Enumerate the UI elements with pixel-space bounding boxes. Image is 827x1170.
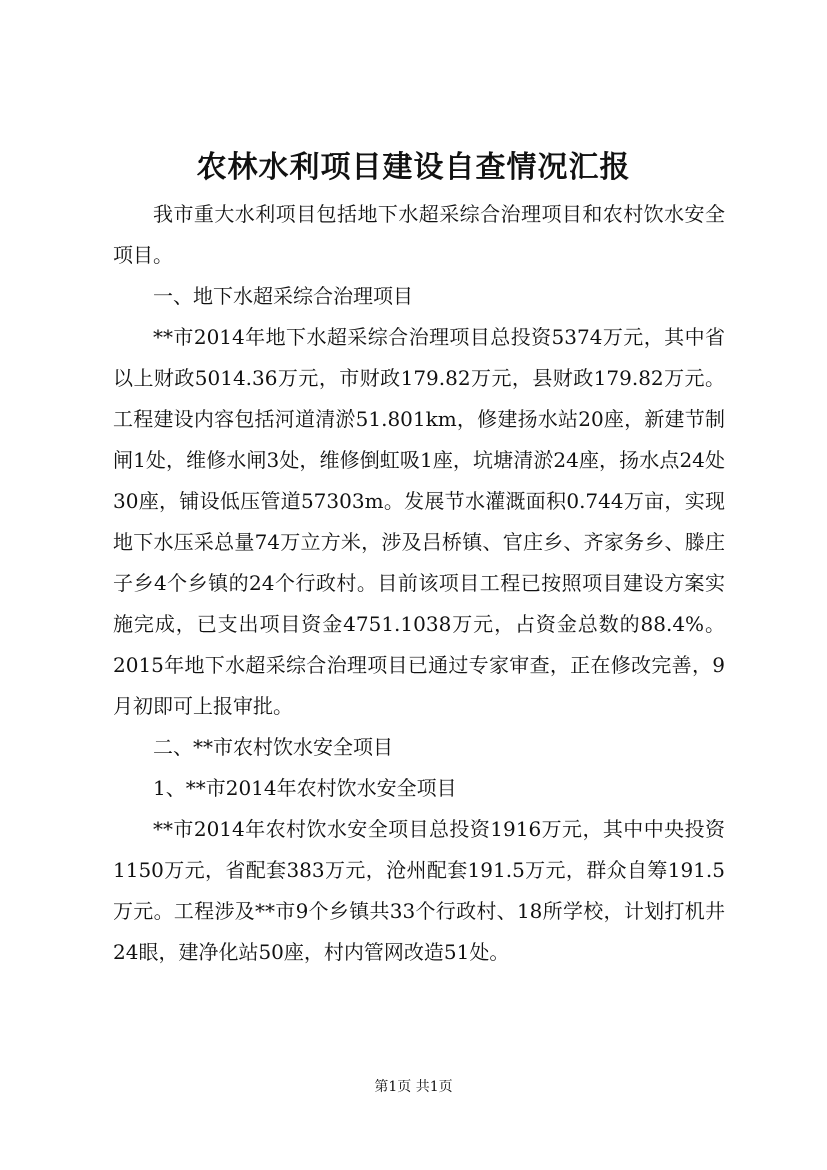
- drinking-water-paragraph: **市2014年农村饮水安全项目总投资1916万元，其中中央投资1150万元，省配套383万元，沧州配套191.5万元，群众自筹191.5万元。工程涉及**市9个乡镇共33个行政村、18所学校，计划打机井24眼，建净化站50座，村内管网改造51处。: [113, 817, 725, 964]
- groundwater-paragraph: **市2014年地下水超采综合治理项目总投资5374万元，其中省以上财政5014.36万元，市财政179.82万元，县财政179.82万元。工程建设内容包括河道清淤51.801km，修建扬水站20座，新建节制闸1处，维修水闸3处，维修倒虹吸1座，坑塘清淤24座，扬水点24处30座，铺设低压管道57303m。发展节水灌溉面积0.744万亩，实现地下水压采总量74万立方米，涉及吕桥镇、官庄乡、齐家务乡、滕庄子乡4个乡镇的24个行政村。目前该项目工程已按照项目建设方案实施完成，已支出项目资金4751.1038万元，占资金总数的88.4%。2015年地下水超采综合治理项目已通过专家审查，正在修改完善，9月初即可上报审批。: [113, 325, 725, 718]
- subsection-heading-2014-drinking-water: 1、**市2014年农村饮水安全项目: [153, 776, 457, 800]
- document-title: 农林水利项目建设自查情况汇报: [196, 150, 631, 185]
- section-heading-groundwater: 一、地下水超采综合治理项目: [153, 284, 413, 308]
- page-footer: 第1页 共1页: [374, 1079, 453, 1095]
- document-body: [113, 194, 725, 973]
- intro-paragraph: 我市重大水利项目包括地下水超采综合治理项目和农村饮水安全项目。: [113, 202, 725, 267]
- section-heading-drinking-water: 二、**市农村饮水安全项目: [153, 735, 393, 759]
